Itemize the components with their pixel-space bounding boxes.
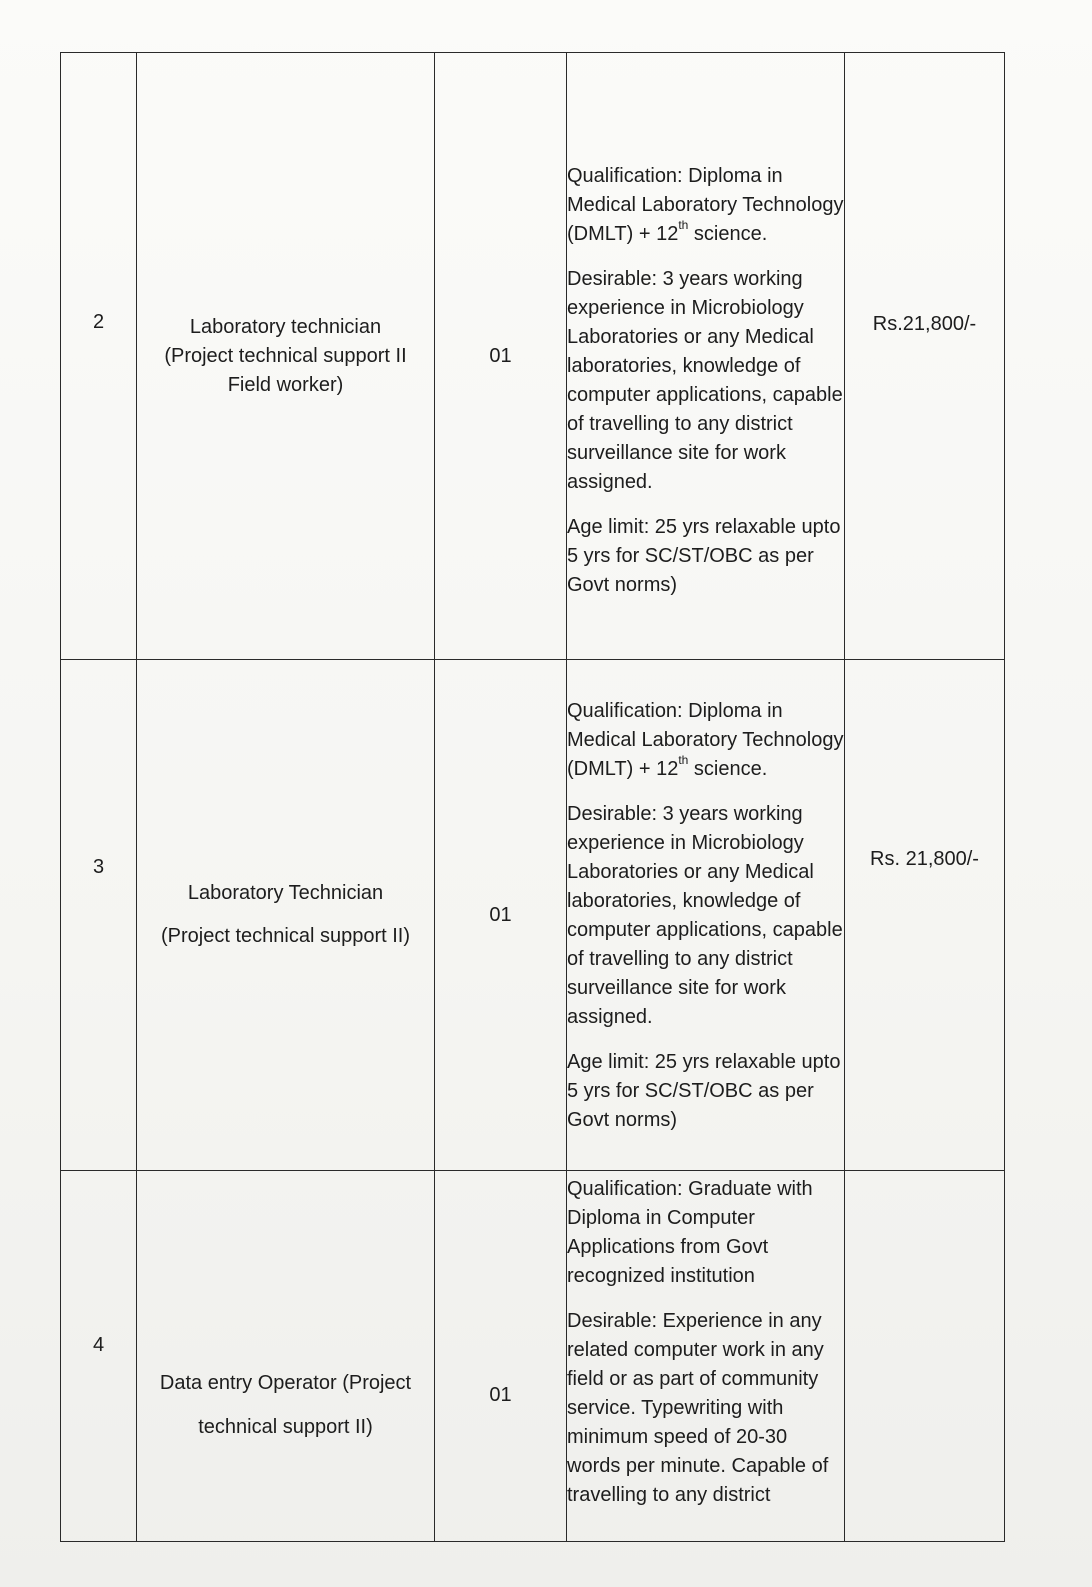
serial-number-cell — [61, 660, 137, 1171]
vacancies: 01 — [489, 903, 512, 926]
vacancies-cell — [435, 1171, 567, 1542]
age-limit-text: Age limit: 25 yrs relaxable upto 5 yrs for SC/ST/OBC as per Govt norms) — [567, 1051, 841, 1131]
post-name-line: Laboratory technician — [189, 315, 382, 338]
pay-cell — [845, 1171, 1005, 1542]
post-name: Data entry Operator (Project technical support II) — [159, 1372, 412, 1438]
vacancies-cell — [435, 660, 567, 1171]
pay-cell — [845, 660, 1005, 1171]
post-name — [137, 879, 434, 951]
table-row — [61, 1171, 1005, 1542]
post-name-line: Laboratory Technician — [187, 882, 384, 904]
qualification-cell — [567, 53, 845, 660]
qualification-text: Qualification: Graduate with Diploma in Computer Applications from Govt recognized institution — [567, 1178, 813, 1287]
post-name — [137, 313, 434, 400]
serial-number-cell — [61, 53, 137, 660]
qualification-text: Qualification: Diploma in Medical Laboratory Technology (DMLT) + 12th science. — [567, 165, 844, 245]
qualification-text: Qualification: Diploma in Medical Laboratory Technology (DMLT) + 12th science. — [567, 700, 844, 780]
desirable-text: Desirable: 3 years working experience in Microbiology Laboratories or any Medical laboratories, knowledge of computer applications, capable of travelling to any district surveillance site for work assigned. — [567, 268, 843, 493]
post-name-cell — [137, 53, 435, 660]
table-row — [61, 53, 1005, 660]
serial-number: 2 — [92, 310, 105, 333]
pay-amount: Rs.21,800/- — [872, 312, 977, 335]
vacancies-cell — [435, 53, 567, 660]
serial-number-cell — [61, 1171, 137, 1542]
post-name-line: Field worker) — [227, 373, 344, 396]
serial-number: 4 — [92, 1334, 105, 1356]
qualification-cell — [567, 660, 845, 1171]
desirable-text: Desirable: 3 years working experience in Microbiology Laboratories or any Medical laboratories, knowledge of computer applications, capable of travelling to any district surveillance site for work assigned. — [567, 803, 843, 1028]
table-row — [61, 660, 1005, 1171]
post-name-cell — [137, 660, 435, 1171]
vacancies: 01 — [489, 344, 512, 367]
pay-cell — [845, 53, 1005, 660]
recruitment-table — [60, 52, 1005, 1542]
pay-amount: Rs. 21,800/- — [870, 847, 979, 870]
serial-number: 3 — [92, 855, 105, 878]
post-name-line: (Project technical support II — [164, 344, 407, 367]
age-limit-text: Age limit: 25 yrs relaxable upto 5 yrs for SC/ST/OBC as per Govt norms) — [567, 516, 841, 596]
post-name-cell — [137, 1171, 435, 1542]
vacancies: 01 — [489, 1384, 512, 1406]
qualification-cell — [567, 1171, 845, 1542]
desirable-text: Desirable: Experience in any related computer work in any field or as part of community service. Typewriting with minimum speed of 20-30 words per minute. Capable of travelling to any district — [567, 1310, 829, 1506]
post-name-line: (Project technical support II) — [161, 925, 410, 947]
